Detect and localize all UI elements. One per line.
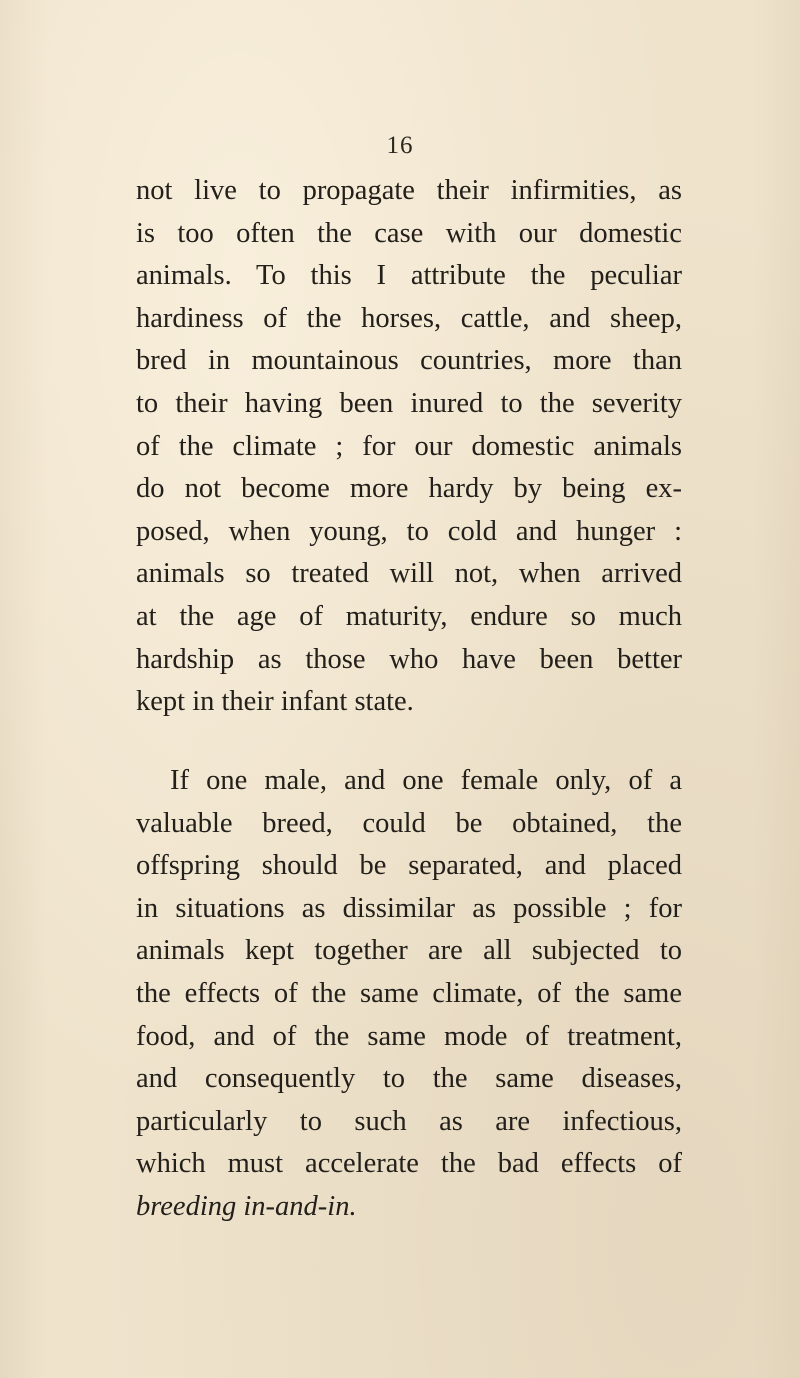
text-line: particularly to such as are infectious,: [136, 1105, 682, 1137]
text-line: posed, when young, to cold and hunger :: [136, 515, 682, 547]
text-line: food, and of the same mode of treatment,: [136, 1020, 682, 1052]
text-line: If one male, and one female only, of a: [170, 765, 682, 796]
text-line: to their having been inured to the severity: [136, 387, 682, 419]
text-line-italic: [136, 1186, 682, 1229]
text-line: in situations as dissimilar as possible ; for: [136, 892, 682, 924]
text-line: of the climate ; for our domestic animals: [136, 430, 682, 462]
text-line: hardship as those who have been better: [136, 643, 682, 675]
text-line: which must accelerate the bad effects of: [136, 1148, 682, 1180]
text-line: at the age of maturity, endure so much: [136, 600, 682, 632]
text-line: kept in their infant state.: [136, 686, 414, 718]
text-line: not live to propagate their infirmities, as: [136, 175, 682, 206]
text-line: animals kept together are all subjected to: [136, 935, 682, 967]
text-line: and consequently to the same diseases,: [136, 1063, 682, 1095]
text-line: animals. To this I attribute the peculiar: [136, 260, 682, 292]
text-line: is too often the case with our domestic: [136, 217, 682, 249]
text-line: offspring should be separated, and placed: [136, 850, 682, 882]
paragraph-1: [136, 170, 682, 724]
text-line: valuable breed, could be obtained, the: [136, 807, 682, 839]
text-line: do not become more hardy by being ex-: [136, 473, 682, 505]
italic-closing-phrase: breeding in-and-in.: [136, 1190, 357, 1222]
text-line: the effects of the same climate, of the same: [136, 977, 682, 1009]
page-number: 16: [386, 132, 414, 159]
text-line: bred in mountainous countries, more than: [136, 345, 682, 377]
text-line: hardiness of the horses, cattle, and sheep,: [136, 302, 682, 334]
paragraph-2: [136, 760, 682, 1229]
text-line: animals so treated will not, when arrived: [136, 558, 682, 590]
